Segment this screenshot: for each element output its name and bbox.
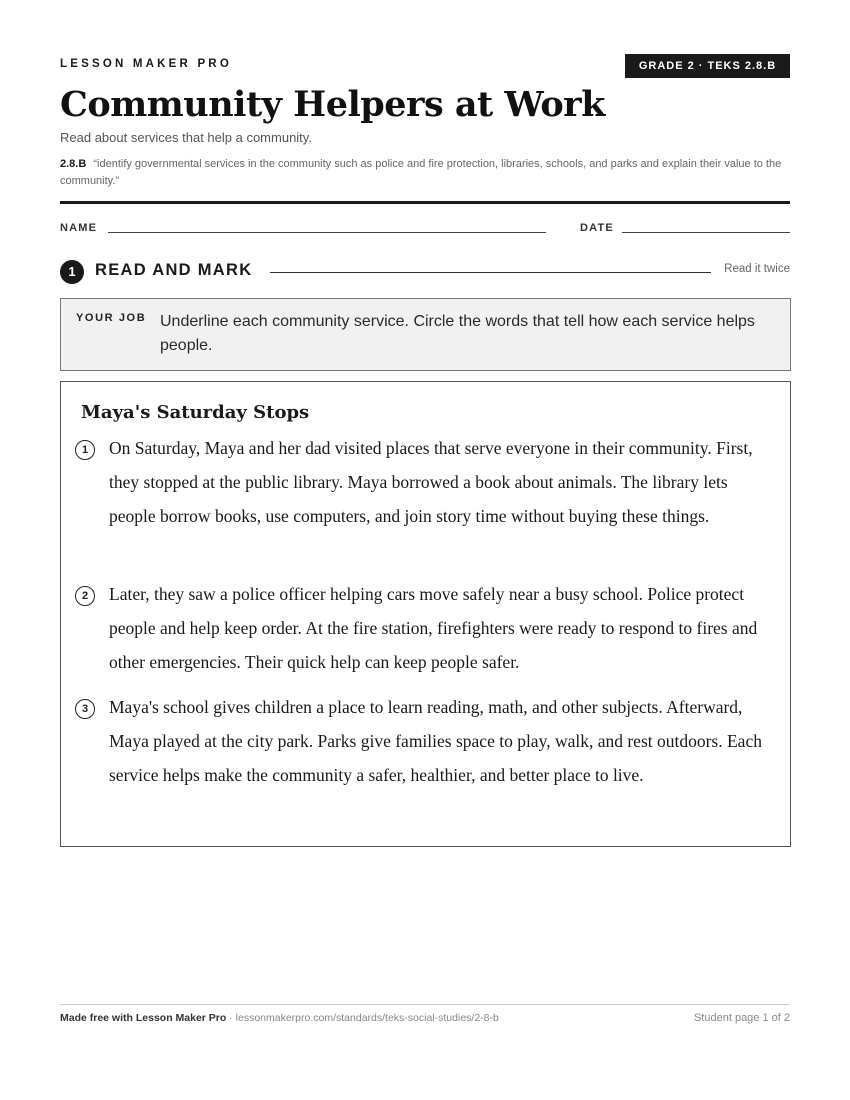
passage-title: Maya's Saturday Stops xyxy=(81,402,310,423)
worksheet-subtitle: Read about services that help a community. xyxy=(60,130,312,145)
paragraph-number: 3 xyxy=(75,699,95,719)
instructions-label: YOUR JOB xyxy=(76,312,147,324)
section-divider xyxy=(270,272,711,273)
worksheet-title: Community Helpers at Work xyxy=(60,84,605,125)
footer-url[interactable]: · lessonmakerpro.com/standards/teks-social-studies/2-8-b xyxy=(226,1012,499,1024)
section-title: READ AND MARK xyxy=(95,261,253,279)
section-number-badge: 1 xyxy=(60,260,84,284)
reading-passage xyxy=(60,381,791,847)
footer-page-number: Student page 1 of 2 xyxy=(693,1012,790,1024)
date-write-line[interactable] xyxy=(622,232,790,233)
name-label: NAME xyxy=(60,222,98,234)
standard-description xyxy=(60,156,795,190)
header-divider xyxy=(60,201,790,204)
name-write-line[interactable] xyxy=(108,232,546,233)
paragraph-text: Later, they saw a police officer helping cars move safely near a busy school. Police protect people and help keep order. At the fire station, firefighters were ready to respond to fires and other emergencies. Their quick help can keep people safer. xyxy=(109,584,758,672)
grade-standard-badge: GRADE 2 · TEKS 2.8.B xyxy=(625,54,790,78)
paragraph-text: Maya's school gives children a place to learn reading, math, and other subjects. Afterward, Maya played at the city park. Parks give families space to play, walk, and rest outdoors. Each service helps make the community a safer, healthier, and better place to live. xyxy=(109,697,762,785)
section-note: Read it twice xyxy=(724,263,790,275)
standard-code: 2.8.B xyxy=(60,158,87,170)
date-label: DATE xyxy=(580,222,614,234)
footer-credit xyxy=(60,1012,499,1024)
instructions-text: Underline each community service. Circle the words that tell how each service helps people. xyxy=(160,313,755,354)
instructions-box xyxy=(60,298,791,371)
footer-made-with: Made free with Lesson Maker Pro xyxy=(60,1012,227,1024)
footer-divider xyxy=(60,1004,790,1005)
paragraph-number: 1 xyxy=(75,440,95,460)
paragraph-number: 2 xyxy=(75,586,95,606)
brand-name: LESSON MAKER PRO xyxy=(60,58,232,70)
standard-text: “identify governmental services in the community such as police and fire protection, libraries, schools, and parks and explain their value to the community.” xyxy=(60,158,782,187)
paragraph-text: On Saturday, Maya and her dad visited places that serve everyone in their community. First, they stopped at the public library. Maya borrowed a book about animals. The library lets people borrow books, use computers, and join story time without buying these things. xyxy=(109,438,753,526)
